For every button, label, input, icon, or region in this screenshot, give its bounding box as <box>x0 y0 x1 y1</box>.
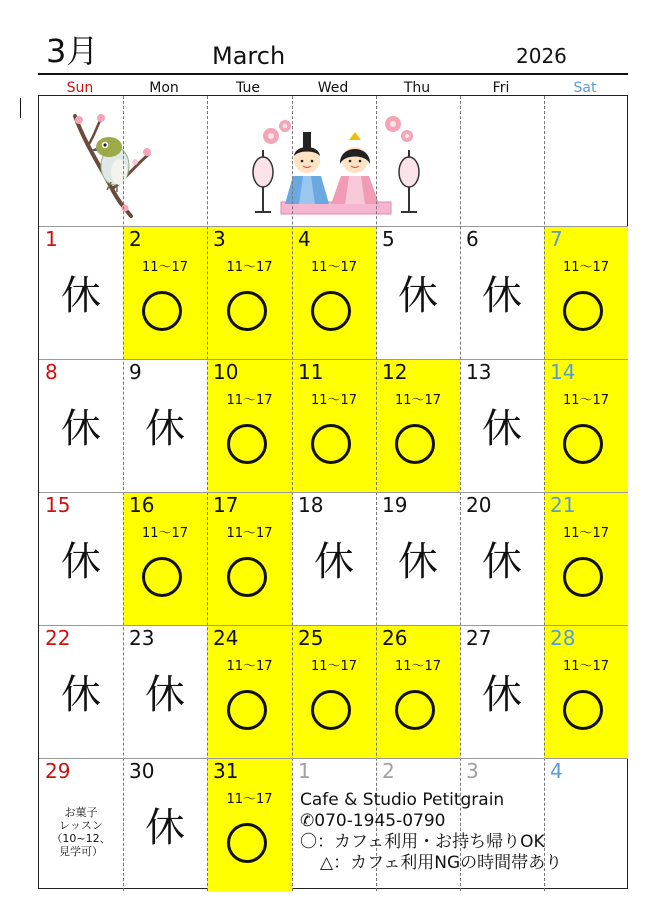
day-number: 1 <box>45 227 58 251</box>
column-divider <box>123 96 124 891</box>
day-number: 27 <box>466 626 492 650</box>
column-divider <box>292 96 293 891</box>
row-divider <box>39 625 628 626</box>
next-month-day: 1 <box>298 759 311 783</box>
day-cell-4[interactable] <box>292 226 376 359</box>
column-divider <box>460 96 461 891</box>
day-number: 15 <box>45 493 71 517</box>
day-number: 20 <box>466 493 492 517</box>
opening-hours: 11～17 <box>226 393 273 408</box>
opening-hours: 11～17 <box>562 526 610 541</box>
shop-name: Cafe & Studio Petitgrain <box>300 790 505 810</box>
weekday-mon: Mon <box>149 80 179 96</box>
open-circle-icon <box>563 291 603 331</box>
day-number: 11 <box>298 360 324 384</box>
calendar-grid <box>38 95 628 889</box>
open-circle-icon <box>395 690 435 730</box>
day-number: 23 <box>129 626 155 650</box>
day-cell-16[interactable] <box>123 492 207 625</box>
weekday-sun: Sun <box>66 80 94 96</box>
day-cell-3[interactable] <box>207 226 292 359</box>
day-cell-26[interactable] <box>376 625 460 758</box>
day-cell-14[interactable] <box>544 359 628 492</box>
day-number: 14 <box>550 360 576 384</box>
day-cell-1[interactable] <box>39 226 123 359</box>
opening-hours: 11～17 <box>562 260 610 275</box>
legend-open: 〇：カフェ利用・お持ち帰りOK <box>300 832 545 852</box>
day-cell-28[interactable] <box>544 625 628 758</box>
closed-mark: 休 <box>398 273 438 319</box>
day-number: 26 <box>382 626 408 650</box>
open-circle-icon <box>227 424 267 464</box>
weekday-wed: Wed <box>317 80 349 96</box>
open-circle-icon <box>142 557 182 597</box>
day-number: 25 <box>298 626 324 650</box>
year-label: 2026 <box>516 44 567 68</box>
closed-mark: 休 <box>482 406 522 452</box>
opening-hours: 11～17 <box>226 526 273 541</box>
day-number: 3 <box>213 227 226 251</box>
opening-hours: 11～17 <box>226 792 273 807</box>
day-number: 9 <box>129 360 142 384</box>
day-number: 24 <box>213 626 239 650</box>
day-cell-15[interactable] <box>39 492 123 625</box>
column-divider <box>376 96 377 891</box>
weekday-fri: Fri <box>492 80 510 96</box>
opening-hours: 11～17 <box>394 393 442 408</box>
day-cell-2[interactable] <box>123 226 207 359</box>
day-number: 7 <box>550 227 563 251</box>
header-rule <box>38 73 628 75</box>
month-name: March <box>212 42 286 70</box>
weekday-sat: Sat <box>573 80 597 96</box>
day-number: 31 <box>213 759 239 783</box>
day-cell-21[interactable] <box>544 492 628 625</box>
opening-hours: 11～17 <box>394 659 442 674</box>
day-number: 8 <box>45 360 58 384</box>
row-divider <box>39 226 628 227</box>
day-cell-25[interactable] <box>292 625 376 758</box>
day-number: 21 <box>550 493 576 517</box>
open-circle-icon <box>563 424 603 464</box>
opening-hours: 11～17 <box>226 260 273 275</box>
day-cell-19[interactable] <box>376 492 460 625</box>
day-number: 6 <box>466 227 479 251</box>
bush-warbler-plum-illustration <box>67 104 157 219</box>
day-number: 4 <box>298 227 311 251</box>
month-title: 3月 <box>46 32 99 70</box>
day-number: 18 <box>298 493 324 517</box>
day-cell-12[interactable] <box>376 359 460 492</box>
open-circle-icon <box>563 690 603 730</box>
opening-hours: 11～17 <box>226 659 273 674</box>
column-divider <box>207 96 208 891</box>
day-number: 13 <box>466 360 492 384</box>
closed-mark: 休 <box>61 672 101 718</box>
day-cell-6[interactable] <box>460 226 544 359</box>
day-cell-20[interactable] <box>460 492 544 625</box>
day-number: 2 <box>129 227 142 251</box>
day-number: 5 <box>382 227 395 251</box>
day-cell-27[interactable] <box>460 625 544 758</box>
shop-info <box>300 790 562 874</box>
weekday-thu: Thu <box>403 80 431 96</box>
open-circle-icon <box>142 291 182 331</box>
closed-mark: 休 <box>314 539 354 585</box>
shop-phone-row <box>300 811 562 832</box>
next-month-day: 2 <box>382 759 395 783</box>
day-number: 30 <box>129 759 155 783</box>
opening-hours: 11～17 <box>310 659 358 674</box>
closed-mark: 休 <box>61 406 101 452</box>
opening-hours: 11～17 <box>141 526 189 541</box>
open-circle-icon <box>227 690 267 730</box>
row-divider <box>39 359 628 360</box>
open-circle-icon <box>227 557 267 597</box>
day-cell-5[interactable] <box>376 226 460 359</box>
phone-icon: ✆ <box>300 811 315 831</box>
open-circle-icon <box>227 823 267 863</box>
weekday-tue: Tue <box>236 80 260 96</box>
day-number: 29 <box>45 759 71 783</box>
day-cell-9[interactable] <box>123 359 207 492</box>
open-circle-icon <box>311 690 351 730</box>
day-cell-23[interactable] <box>123 625 207 758</box>
opening-hours: 11～17 <box>141 260 189 275</box>
opening-hours: 11～17 <box>562 659 610 674</box>
day-cell-7[interactable] <box>544 226 628 359</box>
opening-hours: 11～17 <box>310 393 358 408</box>
day-cell-11[interactable] <box>292 359 376 492</box>
shop-phone[interactable]: 070-1945-0790 <box>314 811 446 831</box>
day-cell-22[interactable] <box>39 625 123 758</box>
legend-triangle: △：カフェ利用NGの時間帯あり <box>320 853 563 873</box>
day-cell-18[interactable] <box>292 492 376 625</box>
opening-hours: 11～17 <box>562 393 610 408</box>
day-number: 22 <box>45 626 71 650</box>
closed-mark: 休 <box>482 273 522 319</box>
day-number: 28 <box>550 626 576 650</box>
row-divider <box>39 492 628 493</box>
closed-mark: 休 <box>145 406 185 452</box>
row-divider <box>39 758 628 759</box>
day-number: 12 <box>382 360 408 384</box>
open-circle-icon <box>395 424 435 464</box>
day-cell-8[interactable] <box>39 359 123 492</box>
next-month-day: 3 <box>466 759 479 783</box>
closed-mark: 休 <box>61 539 101 585</box>
day-number: 19 <box>382 493 408 517</box>
closed-mark: 休 <box>398 539 438 585</box>
closed-mark: 休 <box>61 273 101 319</box>
day-cell-13[interactable] <box>460 359 544 492</box>
day-number: 17 <box>213 493 239 517</box>
day-cell-17[interactable] <box>207 492 292 625</box>
open-circle-icon <box>227 291 267 331</box>
day-number: 10 <box>213 360 239 384</box>
closed-mark: 休 <box>482 539 522 585</box>
day-cell-29[interactable] <box>39 758 123 891</box>
day-number: 16 <box>129 493 155 517</box>
open-circle-icon <box>311 424 351 464</box>
open-circle-icon <box>563 557 603 597</box>
day-cell-24[interactable] <box>207 625 292 758</box>
closed-mark: 休 <box>145 672 185 718</box>
margin-tick <box>20 98 21 118</box>
day-cell-10[interactable] <box>207 359 292 492</box>
closed-mark: 休 <box>482 672 522 718</box>
lesson-note: お菓子 レッスン （10~12、 見学可） <box>51 806 111 858</box>
column-divider <box>544 96 545 891</box>
day-cell-31[interactable] <box>207 758 292 891</box>
day-cell-30[interactable] <box>123 758 207 891</box>
next-month-day: 4 <box>550 759 563 783</box>
closed-mark: 休 <box>145 805 185 851</box>
open-circle-icon <box>311 291 351 331</box>
hina-dolls-illustration <box>245 114 425 219</box>
opening-hours: 11～17 <box>310 260 358 275</box>
